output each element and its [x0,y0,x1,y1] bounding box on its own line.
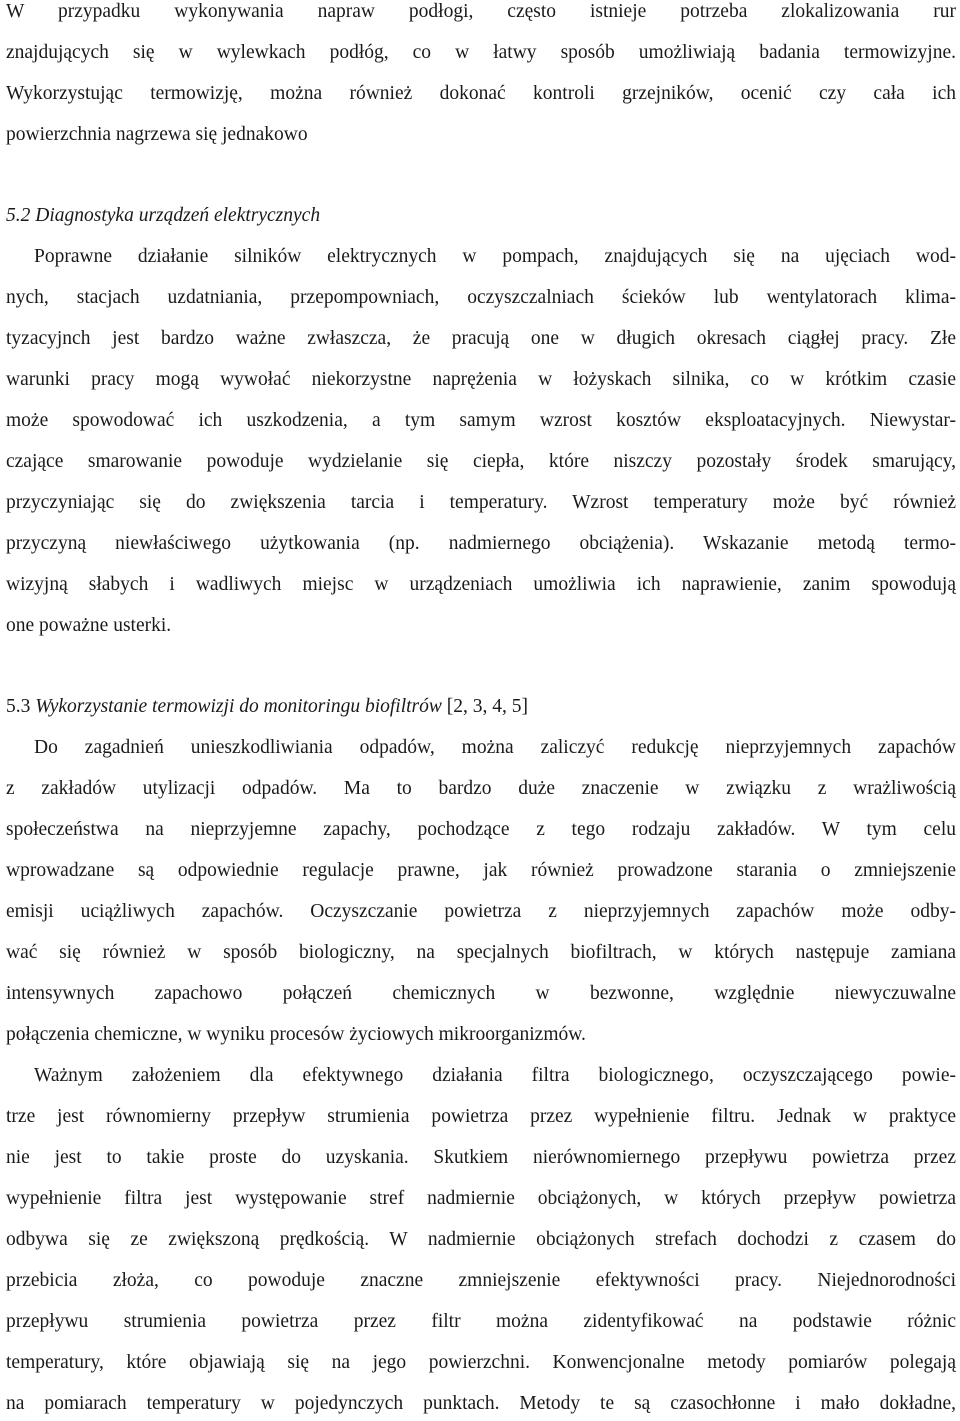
paragraph-line: może spowodować ich uszkodzenia, a tym samym wzrost kosztów eksploatacyjnych. Niewystar- [6,410,956,431]
paragraph-line: tyzacyjnch jest bardzo ważne zwłaszcza, że pracują one w długich okresach ciągłej pracy. Złe [6,328,956,349]
paragraph-line: wypełnienie filtra jest występowanie stref nadmiernie obciążonych, w których przepływ powietrza [6,1188,956,1209]
paragraph-line: z zakładów utylizacji odpadów. Ma to bardzo duże znaczenie w związku z wrażliwością [6,778,956,799]
paragraph-line: one poważne usterki. [6,615,172,636]
paragraph-line: warunki pracy mogą wywołać niekorzystne naprężenia w łożyskach silnika, co w krótkim czasie [6,369,956,390]
paragraph-line: przepływu strumienia powietrza przez filtr można zidentyfikować na podstawie różnic [6,1311,956,1332]
intro-line: znajdujących się w wylewkach podłóg, co w łatwy sposób umożliwiają badania termowizyjne. [6,42,956,63]
paragraph-line: wizyjną słabych i wadliwych miejsc w urządzeniach umożliwia ich naprawienie, zanim spowodują [6,574,956,595]
paragraph-line: na pomiarach temperatury w pojedynczych punktach. Metody te są czasochłonne i mało dokładne, [6,1393,956,1414]
section-references: [2, 3, 4, 5] [446,696,528,717]
section-number: 5.3 [6,696,31,717]
section-title: Wykorzystanie termowizji do monitoringu biofiltrów [35,696,442,717]
intro-line: powierzchnia nagrzewa się jednakowo [6,124,308,145]
section-5-2-heading: 5.2 Diagnostyka urządzeń elektrycznych [6,205,321,226]
paragraph-line: odbywa się ze zwiększoną prędkością. W nadmiernie obciążonych strefach dochodzi z czasem do [6,1229,956,1250]
paragraph-line: nych, stacjach uzdatniania, przepompowniach, oczyszczalniach ścieków lub wentylatorach klima- [6,287,956,308]
paragraph-line: wprowadzane są odpowiednie regulacje prawne, jak również prowadzone starania o zmniejszenie [6,860,956,881]
paragraph-line: przyczyną niewłaściwego użytkowania (np. nadmiernego obciążenia). Wskazanie metodą termo- [6,533,956,554]
intro-line: W przypadku wykonywania napraw podłogi, często istnieje potrzeba zlokalizowania rur [6,1,956,22]
paragraph-line: wać się również w sposób biologiczny, na specjalnych biofiltrach, w których następuje zamiana [6,942,956,963]
paragraph-line: intensywnych zapachowo połączeń chemicznych w bezwonne, względnie niewyczuwalne [6,983,956,1004]
paragraph-line: społeczeństwa na nieprzyjemne zapachy, pochodzące z tego rodzaju zakładów. W tym celu [6,819,956,840]
paragraph-line: przebicia złoża, co powoduje znaczne zmniejszenie efektywności pracy. Niejednorodności [6,1270,956,1291]
paragraph-line: Do zagadnień unieszkodliwiania odpadów, można zaliczyć redukcję nieprzyjemnych zapachów [34,737,956,758]
paragraph-line: czające smarowanie powoduje wydzielanie się ciepła, które niszczy pozostały środek smarujący, [6,451,956,472]
paragraph-line: przyczyniając się do zwiększenia tarcia i temperatury. Wzrost temperatury może być również [6,492,956,513]
paragraph-line: połączenia chemiczne, w wyniku procesów życiowych mikroorganizmów. [6,1024,586,1045]
paragraph-line: Poprawne działanie silników elektrycznych w pompach, znajdujących się na ujęciach wod- [34,246,956,267]
paragraph-line: trze jest równomierny przepływ strumienia powietrza przez wypełnienie filtru. Jednak w praktyce [6,1106,956,1127]
paragraph-line: emisji uciążliwych zapachów. Oczyszczanie powietrza z nieprzyjemnych zapachów może odby- [6,901,956,922]
paragraph-line: nie jest to takie proste do uzyskania. Skutkiem nierównomiernego przepływu powietrza przez [6,1147,956,1168]
section-5-3-heading [6,695,956,719]
paragraph-line: Ważnym założeniem dla efektywnego działania filtra biologicznego, oczyszczającego powie- [34,1065,956,1086]
paragraph-line: temperatury, które objawiają się na jego powierzchni. Konwencjonalne metody pomiarów polegają [6,1352,956,1373]
intro-line: Wykorzystując termowizję, można również dokonać kontroli grzejników, ocenić czy cała ich [6,83,956,104]
